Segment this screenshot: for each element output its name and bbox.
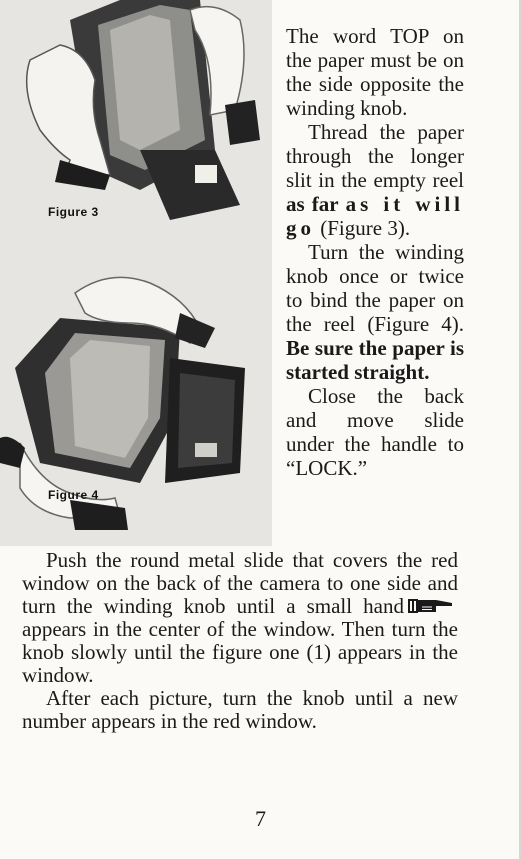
side-column-text (286, 24, 464, 480)
paragraph-after-picture: After each picture, turn the knob until a new number appears in the red window. (22, 686, 458, 733)
window-text: appears in the center of the window. Then turn the knob slowly until the figure one (1) appears in the window. (22, 617, 458, 687)
paragraph-top-word: The word TOP on the paper must be on the side opposite the winding knob. (286, 24, 464, 120)
emphasis-as-it-will-go: as it will go (286, 192, 465, 240)
figure-3-reference: (Figure 3). (315, 216, 411, 240)
figure-3-caption: Figure 3 (48, 205, 99, 219)
full-width-text (22, 549, 458, 733)
figure-4-illustration (0, 268, 272, 546)
figure-4-photo (0, 268, 272, 546)
figure-3-illustration (0, 0, 272, 268)
pointing-hand-icon (408, 597, 454, 615)
emphasis-as-far: as far (286, 192, 339, 216)
figure-3-photo (0, 0, 272, 268)
figure-4-caption: Figure 4 (48, 488, 99, 502)
emphasis-paper-straight: Be sure the paper is started straight. (286, 336, 464, 384)
paragraph-turn-knob (286, 240, 464, 384)
page-number: 7 (255, 806, 266, 831)
paragraph-thread-paper (286, 120, 464, 240)
push-slide-text: Push the round metal slide that covers the red window on the back of the camera to one side and turn the winding knob until a small hand (22, 548, 458, 618)
paragraph-push-slide (22, 549, 458, 687)
paragraph-close-back: Close the back and move slide under the handle to “LOCK.” (286, 384, 464, 480)
thread-text: Thread the paper through the longer slit in the empty reel (286, 120, 464, 192)
turn-knob-text: Turn the winding knob once or twice to bind the paper on the reel (Figure 4). (286, 240, 464, 336)
